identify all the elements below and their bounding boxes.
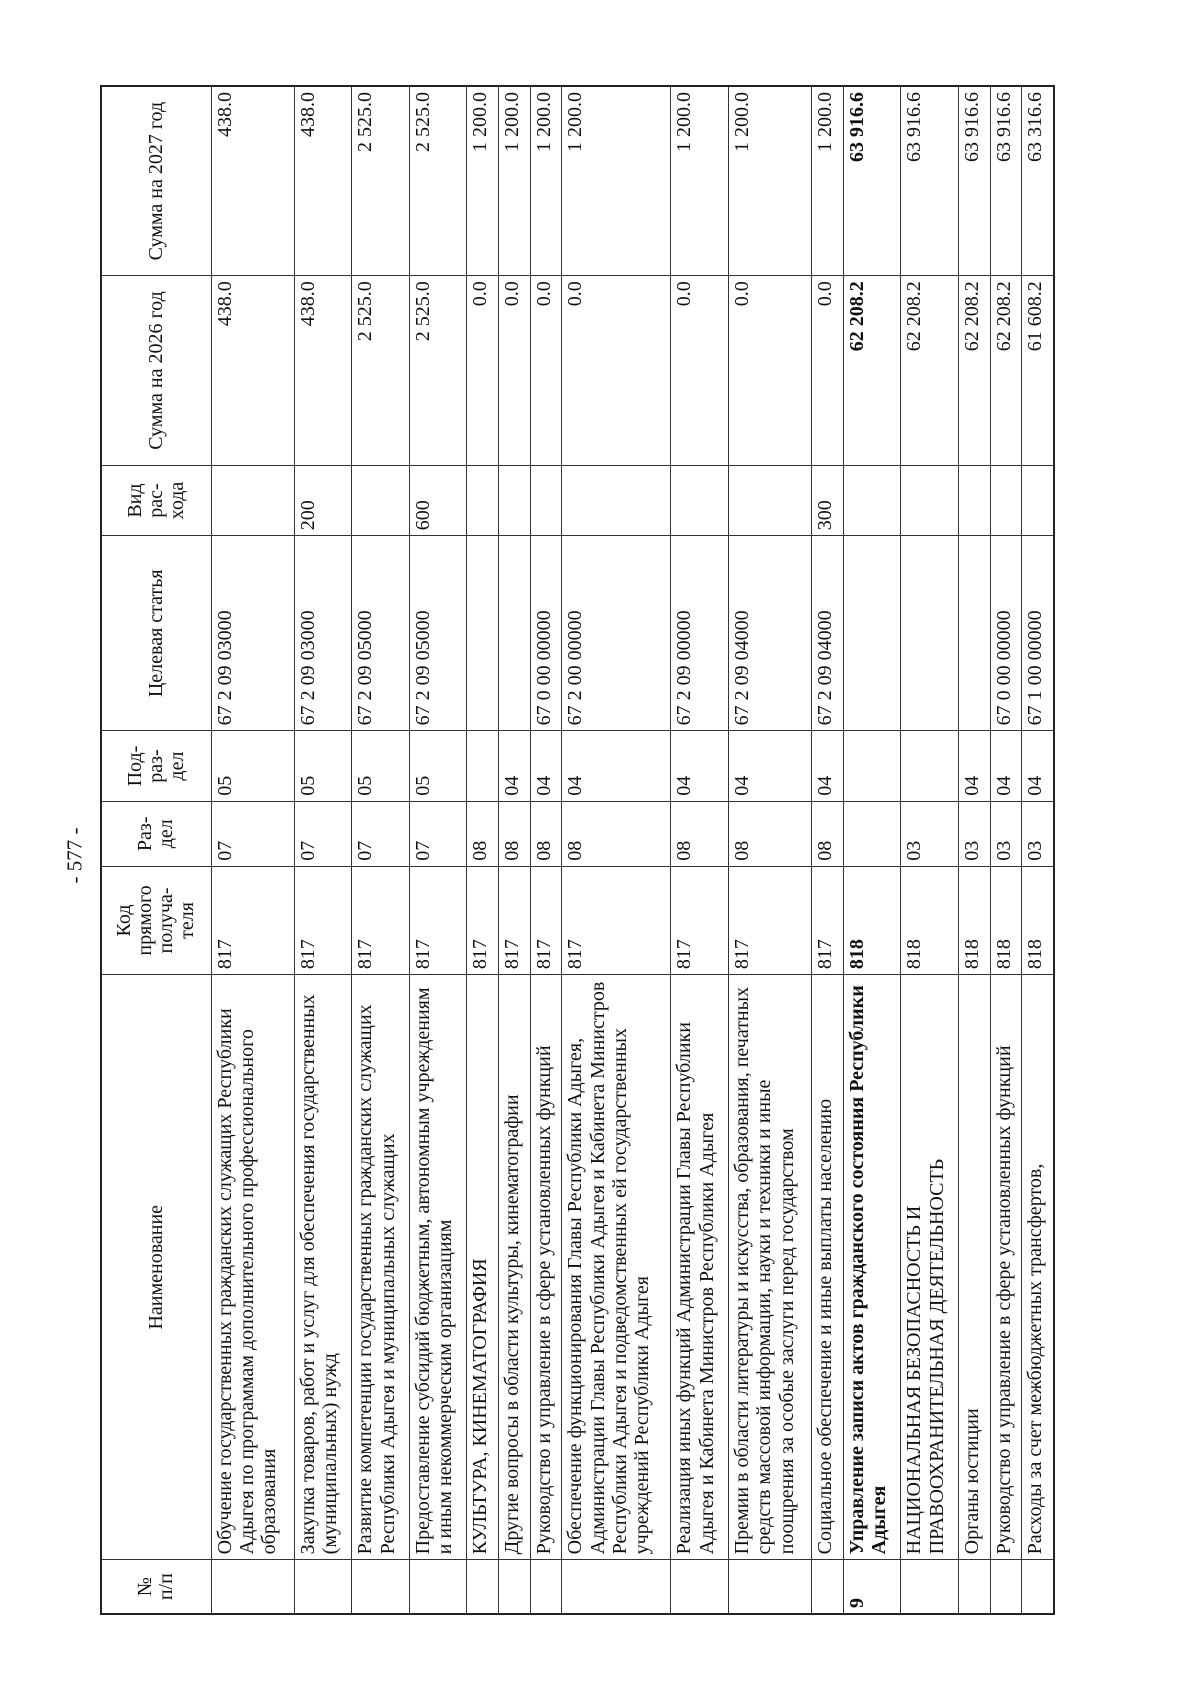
cell-subsection: 04 [728,731,811,801]
cell-subsection [467,731,499,801]
cell-section: 08 [812,801,844,866]
header-sum2026: Сумма на 2026 год [101,276,211,466]
cell-target: 67 2 09 03000 [211,536,294,731]
header-name: Наименование [101,975,211,1560]
cell-receiver: 817 [294,866,352,974]
cell-subsection: 04 [1022,731,1054,801]
cell-section: 08 [530,801,562,866]
cell-subsection [901,731,959,801]
cell-no [409,1560,467,1614]
cell-expense: 600 [409,465,467,535]
budget-table-rotated [100,85,1055,1615]
cell-sum2027: 1 200.0 [728,86,811,276]
cell-sum2026: 62 208.2 [843,276,901,466]
cell-section: 08 [671,801,729,866]
table-row [467,86,499,1614]
cell-sum2026: 62 208.2 [990,276,1022,466]
cell-subsection: 04 [498,731,530,801]
cell-sum2026: 438.0 [211,276,294,466]
table-row [409,86,467,1614]
cell-sum2026: 0.0 [562,276,671,466]
cell-section: 08 [498,801,530,866]
cell-target: 67 2 09 05000 [352,536,410,731]
cell-expense [211,465,294,535]
cell-sum2027: 438.0 [294,86,352,276]
cell-subsection: 05 [352,731,410,801]
cell-subsection: 05 [211,731,294,801]
cell-sum2026: 0.0 [530,276,562,466]
cell-receiver: 817 [211,866,294,974]
cell-sum2026: 2 525.0 [409,276,467,466]
cell-sum2027: 63 916.6 [958,86,990,276]
table-row [671,86,729,1614]
cell-receiver: 817 [671,866,729,974]
table-row [211,86,294,1614]
cell-target: 67 2 09 04000 [728,536,811,731]
cell-name: Руководство и управление в сфере установленных функций [990,975,1022,1560]
table-row [498,86,530,1614]
cell-sum2027: 1 200.0 [498,86,530,276]
cell-sum2027: 63 916.6 [901,86,959,276]
page-number: - 577 - [62,827,87,883]
cell-no [211,1560,294,1614]
cell-receiver: 817 [467,866,499,974]
cell-subsection [843,731,901,801]
cell-expense [728,465,811,535]
cell-sum2027: 1 200.0 [671,86,729,276]
cell-sum2027: 63 916.6 [843,86,901,276]
cell-subsection: 04 [671,731,729,801]
budget-table [100,85,1055,1615]
cell-expense [958,465,990,535]
header-sum2027: Сумма на 2027 год [101,86,211,276]
cell-subsection: 04 [958,731,990,801]
cell-receiver: 817 [352,866,410,974]
cell-target [498,536,530,731]
cell-no [530,1560,562,1614]
cell-name: Руководство и управление в сфере установленных функций [530,975,562,1560]
table-row [990,86,1022,1614]
cell-subsection: 04 [990,731,1022,801]
table-row [958,86,990,1614]
cell-section: 08 [562,801,671,866]
table-row [843,86,901,1614]
cell-no [958,1560,990,1614]
cell-target: 67 0 00 00000 [530,536,562,731]
cell-receiver: 818 [958,866,990,974]
cell-sum2027: 1 200.0 [467,86,499,276]
cell-receiver: 817 [530,866,562,974]
cell-name: Предоставление субсидий бюджетным, автономным учреждениям и иным некоммерческим организациям [409,975,467,1560]
cell-sum2027: 2 525.0 [409,86,467,276]
cell-target: 67 2 09 03000 [294,536,352,731]
header-target: Целевая статья [101,536,211,731]
cell-sum2026: 62 208.2 [958,276,990,466]
cell-no: 9 [843,1560,901,1614]
cell-sum2027: 438.0 [211,86,294,276]
cell-receiver: 818 [990,866,1022,974]
cell-no [728,1560,811,1614]
cell-subsection: 04 [812,731,844,801]
table-header-row [101,86,211,1614]
cell-subsection: 05 [409,731,467,801]
cell-target [958,536,990,731]
header-receiver: Код прямого получа-теля [101,866,211,974]
cell-sum2026: 62 208.2 [901,276,959,466]
cell-target: 67 2 09 04000 [812,536,844,731]
cell-expense [562,465,671,535]
cell-receiver: 817 [498,866,530,974]
table-row [294,86,352,1614]
cell-expense [530,465,562,535]
cell-sum2026: 61 608.2 [1022,276,1054,466]
header-subsection: Под-раз-дел [101,731,211,801]
cell-sum2026: 0.0 [812,276,844,466]
cell-sum2026: 0.0 [467,276,499,466]
cell-name: Закупка товаров, работ и услуг для обеспечения государственных (муниципальных) нужд [294,975,352,1560]
cell-section: 07 [294,801,352,866]
cell-name: Управление записи актов гражданского состояния Республики Адыгея [843,975,901,1560]
cell-receiver: 817 [409,866,467,974]
cell-sum2026: 2 525.0 [352,276,410,466]
cell-expense [671,465,729,535]
cell-name: Обучение государственных гражданских служащих Республики Адыгея по программам дополнительного профессионального образования [211,975,294,1560]
cell-no [990,1560,1022,1614]
cell-receiver: 818 [901,866,959,974]
cell-sum2026: 438.0 [294,276,352,466]
cell-subsection: 04 [562,731,671,801]
table-row [352,86,410,1614]
cell-section [843,801,901,866]
cell-receiver: 818 [1022,866,1054,974]
cell-section: 08 [467,801,499,866]
cell-expense [498,465,530,535]
cell-section: 03 [1022,801,1054,866]
cell-target [467,536,499,731]
cell-name: Премии в области литературы и искусства, образования, печатных средств массовой информации, науки и техники и иные поощрения за особые заслуги перед государством [728,975,811,1560]
table-body [211,86,1054,1614]
cell-expense [990,465,1022,535]
cell-target: 67 2 00 00000 [562,536,671,731]
cell-sum2027: 2 525.0 [352,86,410,276]
cell-section: 03 [990,801,1022,866]
cell-no [562,1560,671,1614]
cell-expense [901,465,959,535]
cell-subsection: 05 [294,731,352,801]
cell-name: Реализация иных функций Администрации Главы Республики Адыгея и Кабинета Министров Республики Адыгея [671,975,729,1560]
cell-sum2027: 1 200.0 [562,86,671,276]
cell-expense [843,465,901,535]
cell-no [812,1560,844,1614]
cell-expense [1022,465,1054,535]
table-row [901,86,959,1614]
cell-sum2026: 0.0 [728,276,811,466]
cell-no [671,1560,729,1614]
cell-no [352,1560,410,1614]
cell-receiver: 817 [728,866,811,974]
cell-name: Социальное обеспечение и иные выплаты населению [812,975,844,1560]
cell-target: 67 1 00 00000 [1022,536,1054,731]
cell-no [1022,1560,1054,1614]
cell-name: Обеспечение функционирования Главы Республики Адыгея, Администрации Главы Республики Адыгея и Кабинета Министров Республики Адыгея и подведомственных ей государственных учреждений Республики Адыгея [562,975,671,1560]
cell-expense [467,465,499,535]
cell-receiver: 817 [812,866,844,974]
cell-section: 07 [211,801,294,866]
cell-name: Развитие компетенции государственных гражданских служащих Республики Адыгея и муниципальных служащих [352,975,410,1560]
cell-section: 03 [958,801,990,866]
cell-name: КУЛЬТУРА, КИНЕМАТОГРАФИЯ [467,975,499,1560]
cell-section: 03 [901,801,959,866]
cell-sum2027: 63 916.6 [990,86,1022,276]
cell-sum2027: 63 316.6 [1022,86,1054,276]
cell-no [901,1560,959,1614]
header-section: Раз-дел [101,801,211,866]
cell-name: Расходы за счет межбюджетных трансфертов, [1022,975,1054,1560]
cell-section: 07 [409,801,467,866]
cell-receiver: 817 [562,866,671,974]
cell-target: 67 2 09 00000 [671,536,729,731]
cell-no [467,1560,499,1614]
cell-expense [352,465,410,535]
table-row [1022,86,1054,1614]
cell-target: 67 2 09 05000 [409,536,467,731]
cell-section: 07 [352,801,410,866]
cell-sum2026: 0.0 [498,276,530,466]
cell-target [901,536,959,731]
table-row [812,86,844,1614]
cell-name: Другие вопросы в области культуры, кинематографии [498,975,530,1560]
cell-target: 67 0 00 00000 [990,536,1022,731]
cell-subsection: 04 [530,731,562,801]
table-row [530,86,562,1614]
cell-receiver: 818 [843,866,901,974]
table-row [562,86,671,1614]
table-row [728,86,811,1614]
cell-expense: 300 [812,465,844,535]
cell-no [498,1560,530,1614]
cell-target [843,536,901,731]
cell-sum2026: 0.0 [671,276,729,466]
cell-expense: 200 [294,465,352,535]
cell-section: 08 [728,801,811,866]
cell-sum2027: 1 200.0 [530,86,562,276]
cell-no [294,1560,352,1614]
cell-sum2027: 1 200.0 [812,86,844,276]
cell-name: Органы юстиции [958,975,990,1560]
cell-name: НАЦИОНАЛЬНАЯ БЕЗОПАСНОСТЬ И ПРАВООХРАНИТЕЛЬНАЯ ДЕЯТЕЛЬНОСТЬ [901,975,959,1560]
header-expense: Вид рас-хода [101,465,211,535]
header-no: № п/п [101,1560,211,1614]
